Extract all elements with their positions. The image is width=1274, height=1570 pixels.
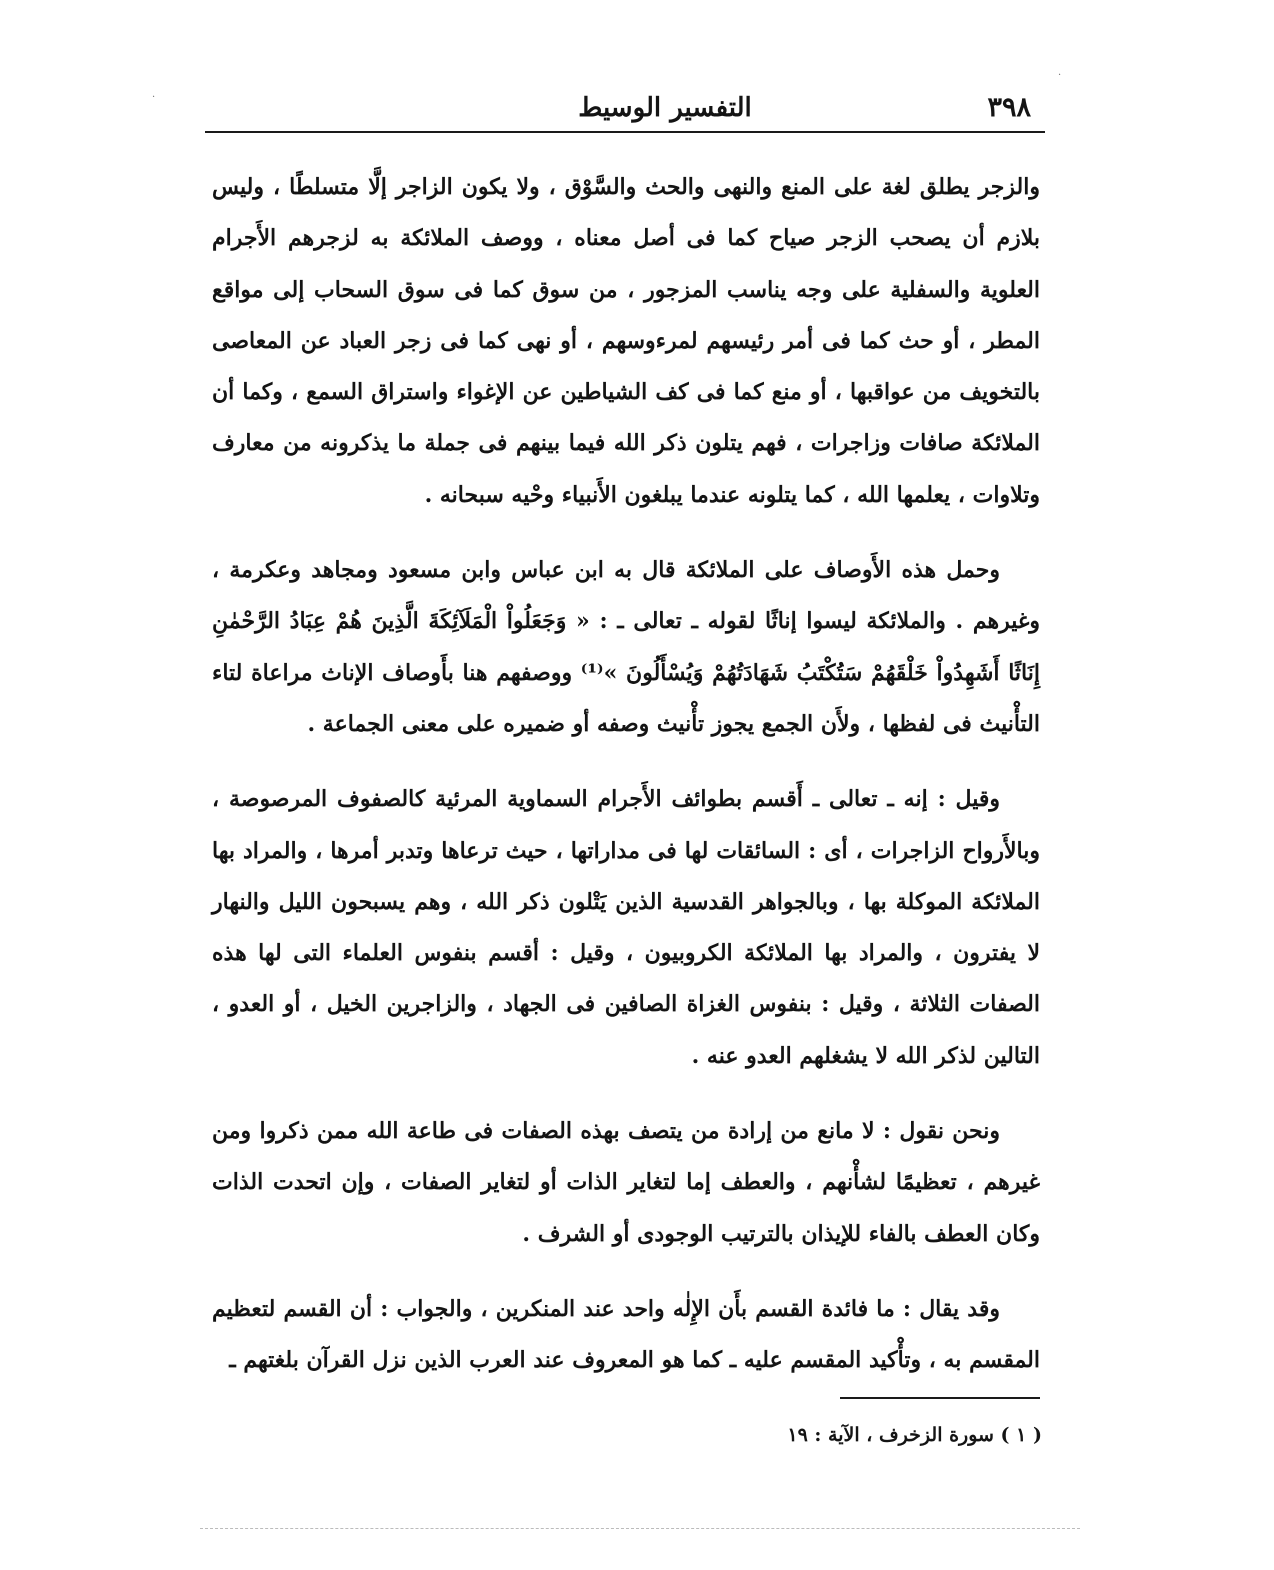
scan-edge-line <box>200 1528 1080 1530</box>
paragraph: وقد يقال : ما فائدة القسم بأَن الإِلٰه واحد عند المنكرين ، والجواب : أن القسم لتعظيم المقسم به ، وتأْكيد المقسم عليه ـ كما هو المعروف عند العرب الذين نزل القرآن بلغتهم ـ <box>212 1295 1040 1374</box>
paragraph: ونحن نقول : لا مانع من إرادة من يتصف بهذه الصفات فى طاعة الله ممن ذكروا ومن غيرهم ، تعظيمًا لشأْنهم ، والعطف إما لتغاير الذات أو لتغاير الصفات ، وإن اتحدت الذات وكان العطف بالفاء للإيذان بالترتيب الوجودى أو الشرف . <box>212 1118 1040 1247</box>
running-title: التفسير الوسيط <box>578 93 752 123</box>
page-number: ٣٩٨ <box>987 92 1031 123</box>
page-body <box>212 162 1040 1411</box>
scan-speck: · <box>1058 70 1062 81</box>
header-rule <box>205 131 1045 133</box>
paragraph: والزجر يطلق لغة على المنع والنهى والحث والسَّوْق ، ولا يكون الزاجر إلَّا متسلطًا ، وليس بلازم أن يصحب الزجر صياح كما فى أصل معناه ، ووصف الملائكة به لزجرهم الأَجرام العلوية والسفلية على وجه يناسب المزجور ، من سوق كما فى سوق السحاب إلى مواقع المطر ، أو حث كما فى أمر رئيسهم لمرءوسهم ، أو نهى كما فى زجر العباد عن المعاصى بالتخويف من عواقبها ، أو منع كما فى كف الشياطين عن الإغواء واستراق السمع ، وكما أن الملائكة صافات وزاجرات ، فهم يتلون ذكر الله فيما بينهم فى جملة ما يذكرونه من معارف وتلاوات ، يعلمها الله ، كما يتلونه عندما يبلغون الأَنبياء وحْيه سبحانه . <box>212 174 1040 508</box>
scan-speck: · <box>152 92 156 103</box>
footnote-rule <box>840 1397 1040 1399</box>
paragraph: وقيل : إنه ـ تعالى ـ أَقسم بطوائف الأَجرام السماوية المرئية كالصفوف المرصوصة ، وبالأَرواح الزاجرات ، أى : السائقات لها فى مداراتها ، حيث ترعاها وتدبر أمرها ، والمراد بها الملائكة الموكلة بها ، وبالجواهر القدسية الذين يَتْلون ذكر الله ، وهم يسبحون الليل والنهار لا يفترون ، والمراد بها الملائكة الكروبيون ، وقيل : أقسم بنفوس العلماء التى لها هذه الصفات الثلاثة ، وقيل : بنفوس الغزاة الصافين فى الجهاد ، والزاجرين الخيل ، أو العدو ، التالين لذكر الله لا يشغلهم العدو عنه . <box>212 786 1040 1069</box>
footnote: ( ١ ) سورة الزخرف ، الآية : ١٩ <box>787 1424 1042 1446</box>
page-header <box>205 88 1045 128</box>
paragraph: وحمل هذه الأَوصاف على الملائكة قال به ابن عباس وابن مسعود ومجاهد وعكرمة ، وغيرهم . والملائكة ليسوا إناثًا لقوله ـ تعالى ـ : « وَجَعَلُواْ الْمَلَآئِكَةَ الَّذِينَ هُمْ عِبَادُ الرَّحْمٰنِ إِنَاثًا أَشَهِدُواْ خَلْقَهُمْ سَتُكْتَبُ شَهَادَتُهُمْ وَيُسْأَلُونَ »⁽¹⁾ ووصفهم هنا بأَوصاف الإناث مراعاة لتاء التأْنيث فى لفظها ، ولأَن الجمع يجوز تأْنيث وصفه أو ضميره على معنى الجماعة . <box>212 557 1040 737</box>
